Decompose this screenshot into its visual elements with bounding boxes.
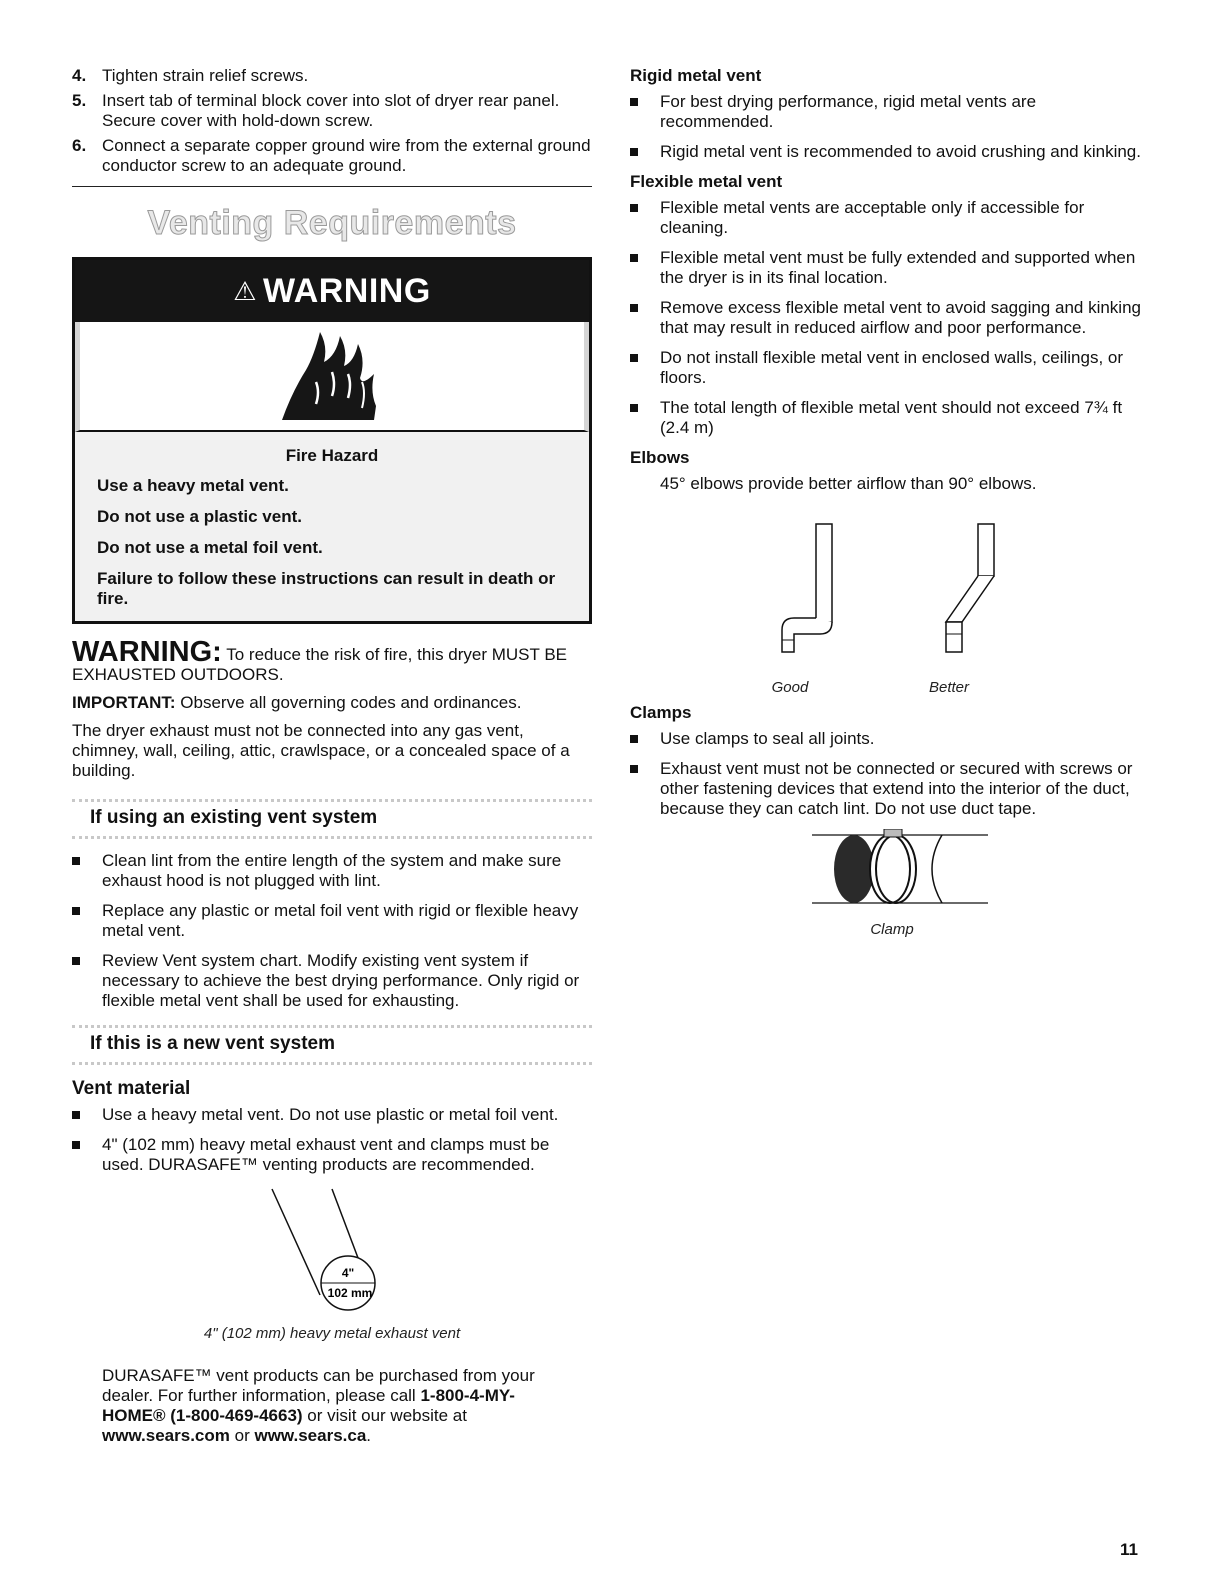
better-caption: Better: [928, 679, 970, 696]
elbows-figure: [630, 502, 1150, 697]
or-text: or: [234, 1426, 250, 1445]
list-item: The total length of flexible metal vent should not exceed 7¾ ft (2.4 m): [630, 398, 1150, 438]
section-title: Venting Requirements: [147, 204, 517, 242]
list-item: Remove excess flexible metal vent to avoid sagging and kinking that may result in reduced airflow and poor performance.: [630, 298, 1150, 338]
vent-figure-caption: 4" (102 mm) heavy metal exhaust vent: [203, 1325, 461, 1342]
elbows-text: 45° elbows provide better airflow than 90° elbows.: [660, 474, 1037, 493]
diagram-label-bottom: 102 mm: [327, 1286, 373, 1300]
elbows-heading: Elbows: [630, 448, 690, 467]
diagram-label-top: 4": [341, 1266, 355, 1280]
sears-com-link[interactable]: www.sears.com: [102, 1426, 230, 1445]
warning-box: [72, 257, 592, 624]
list-item: Clean lint from the entire length of the system and make sure exhaust hood is not plugged with lint.: [72, 851, 592, 891]
phone-number[interactable]: 1-800-4-MY-HOME® (1-800-469-4663): [102, 1386, 515, 1425]
clamp-caption: Clamp: [870, 921, 914, 938]
step-number: 4.: [72, 66, 87, 85]
flexible-list: [630, 198, 1150, 438]
step-text: Connect a separate copper ground wire from the external ground conductor screw to an adequate ground.: [102, 136, 591, 175]
left-column: [72, 66, 592, 1446]
list-item: Do not install flexible metal vent in enclosed walls, ceilings, or floors.: [630, 348, 1150, 388]
durasafe-text: DURASAFE™ vent products can be purchased from your dealer. For further information, please call: [102, 1366, 535, 1405]
step-number: 6.: [72, 136, 87, 155]
clamps-list: [630, 729, 1150, 819]
warning-line: Use a heavy metal vent.: [97, 476, 289, 495]
warning-text: To reduce the risk of fire, this dryer MUST BE EXHAUSTED OUTDOORS.: [72, 645, 567, 684]
install-steps: [72, 66, 592, 176]
list-item: Use clamps to seal all joints.: [630, 729, 1150, 749]
warning-body: [75, 432, 589, 621]
warning-line: Do not use a plastic vent.: [97, 507, 302, 526]
vent-figure: [72, 1185, 592, 1320]
important-note: [72, 693, 592, 713]
clamp-figure: [630, 829, 1150, 914]
list-item: Flexible metal vents are acceptable only if accessible for cleaning.: [630, 198, 1150, 238]
list-item: Review Vent system chart. Modify existing vent system if necessary to achieve the best drying performance. Only rigid or flexible metal vent shall be used for exhausting.: [72, 951, 592, 1011]
rigid-heading: Rigid metal vent: [630, 66, 762, 85]
list-item: Flexible metal vent must be fully extended and supported when the dryer is in its final location.: [630, 248, 1150, 288]
warning-triangle-icon: ⚠: [233, 276, 257, 306]
flexible-heading: Flexible metal vent: [630, 172, 783, 191]
step-number: 5.: [72, 91, 87, 110]
vent-material-heading: Vent material: [72, 1078, 191, 1099]
rigid-list: [630, 92, 1150, 162]
list-item: Rigid metal vent is recommended to avoid crushing and kinking.: [630, 142, 1150, 162]
existing-vent-heading: If using an existing vent system: [72, 799, 592, 839]
warning-line: Failure to follow these instructions can result in death or fire.: [97, 569, 556, 608]
list-item: 4" (102 mm) heavy metal exhaust vent and clamps must be used. DURASAFE™ venting products are recommended.: [72, 1135, 592, 1175]
list-item: Replace any plastic or metal foil vent with rigid or flexible heavy metal vent.: [72, 901, 592, 941]
elbow-90-diagram: [780, 522, 840, 662]
warning-header-text: WARNING: [262, 272, 431, 310]
warning-line: Do not use a metal foil vent.: [97, 538, 323, 557]
fire-icon-area: [75, 322, 589, 432]
page-number: 11: [1120, 1540, 1138, 1559]
warning-lead: WARNING:: [72, 636, 222, 668]
step-item: [72, 66, 592, 86]
period: .: [366, 1426, 372, 1445]
warning-header: [75, 260, 589, 322]
list-item: Use a heavy metal vent. Do not use plastic or metal foil vent.: [72, 1105, 592, 1125]
durasafe-text-2: or visit our website at: [307, 1406, 467, 1425]
important-text: Observe all governing codes and ordinances.: [180, 693, 522, 712]
fire-hazard-icon: [262, 322, 402, 426]
hazard-title: Fire Hazard: [285, 446, 379, 465]
right-column: [630, 66, 1150, 940]
durasafe-note: [102, 1366, 552, 1446]
new-vent-heading: If this is a new vent system: [72, 1025, 592, 1065]
good-caption: Good: [771, 679, 809, 696]
step-item: [72, 136, 592, 176]
clamps-heading: Clamps: [630, 703, 692, 722]
sears-ca-link[interactable]: www.sears.ca: [254, 1426, 367, 1445]
step-text: Tighten strain relief screws.: [102, 66, 309, 85]
existing-vent-list: [72, 851, 592, 1011]
elbow-45-diagram: [934, 522, 1004, 662]
step-text: Insert tab of terminal block cover into slot of dryer rear panel. Secure cover with hold-down screw.: [102, 91, 560, 130]
clamp-diagram: [792, 829, 992, 909]
warning-statement: [72, 636, 592, 685]
vent-diameter-diagram: [232, 1185, 432, 1315]
important-lead: IMPORTANT:: [72, 693, 176, 712]
vent-material-list: [72, 1105, 592, 1175]
exhaust-note: The dryer exhaust must not be connected into any gas vent, chimney, wall, ceiling, attic, crawlspace, or a concealed space of a building.: [72, 721, 570, 780]
list-item: Exhaust vent must not be connected or secured with screws or other fastening devices that extend into the interior of the duct, because they can catch lint. Do not use duct tape.: [630, 759, 1150, 819]
divider: [72, 186, 592, 187]
list-item: For best drying performance, rigid metal vents are recommended.: [630, 92, 1150, 132]
step-item: [72, 91, 592, 131]
